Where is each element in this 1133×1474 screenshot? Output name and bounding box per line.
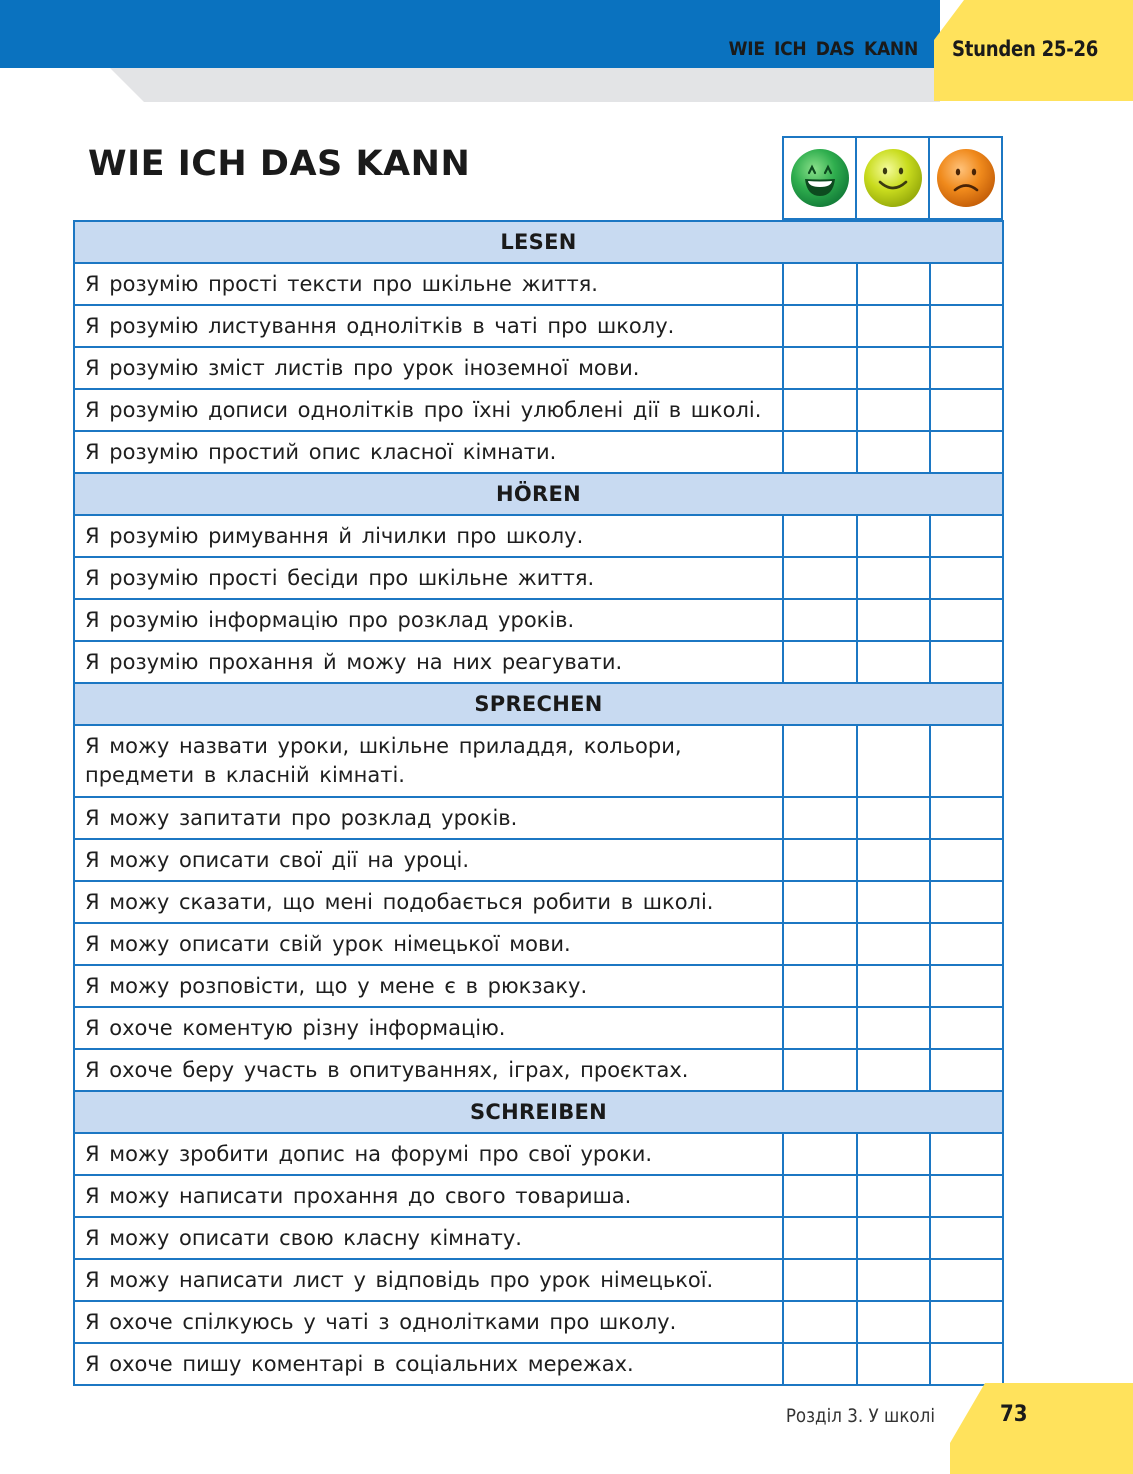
- rating-cell-very-happy[interactable]: [783, 797, 857, 839]
- table-row: [74, 1049, 1003, 1091]
- rating-cell-happy[interactable]: [857, 557, 930, 599]
- rating-cell-sad[interactable]: [930, 1217, 1003, 1259]
- rating-cell-sad[interactable]: [930, 1175, 1003, 1217]
- very-happy-face-icon: [788, 146, 852, 210]
- rating-cell-happy[interactable]: [857, 1217, 930, 1259]
- table-row: [74, 347, 1003, 389]
- rating-cell-happy[interactable]: [857, 1343, 930, 1385]
- rating-cell-very-happy[interactable]: [783, 881, 857, 923]
- rating-cell-sad[interactable]: [930, 641, 1003, 683]
- rating-cell-happy[interactable]: [857, 965, 930, 1007]
- skill-statement: Я розумію прості тексти про шкільне життя.: [74, 263, 783, 305]
- skill-statement: Я розумію дописи однолітків про їхні улюблені дії в школі.: [74, 389, 783, 431]
- rating-cell-sad[interactable]: [930, 1301, 1003, 1343]
- rating-cell-very-happy[interactable]: [783, 557, 857, 599]
- skill-statement: Я можу описати свої дії на уроці.: [74, 839, 783, 881]
- rating-cell-happy[interactable]: [857, 923, 930, 965]
- rating-cell-sad[interactable]: [930, 1343, 1003, 1385]
- table-row: [74, 1343, 1003, 1385]
- section-title: SPRECHEN: [74, 683, 1003, 725]
- skill-statement: Я розумію листування однолітків в чаті про школу.: [74, 305, 783, 347]
- rating-cell-happy[interactable]: [857, 1049, 930, 1091]
- skill-statement: Я розумію прості бесіди про шкільне життя.: [74, 557, 783, 599]
- rating-cell-very-happy[interactable]: [783, 839, 857, 881]
- rating-cell-very-happy[interactable]: [783, 1259, 857, 1301]
- skill-statement: Я розумію прохання й можу на них реагувати.: [74, 641, 783, 683]
- rating-cell-sad[interactable]: [930, 347, 1003, 389]
- rating-cell-happy[interactable]: [857, 881, 930, 923]
- rating-cell-sad[interactable]: [930, 1049, 1003, 1091]
- rating-cell-happy[interactable]: [857, 1133, 930, 1175]
- table-row: [74, 431, 1003, 473]
- rating-cell-very-happy[interactable]: [783, 1217, 857, 1259]
- table-row: [74, 1259, 1003, 1301]
- skill-statement: Я розумію простий опис класної кімнати.: [74, 431, 783, 473]
- rating-cell-sad[interactable]: [930, 1007, 1003, 1049]
- rating-cell-very-happy[interactable]: [783, 305, 857, 347]
- smiling-face-icon: [861, 146, 925, 210]
- skill-statement: Я охоче пишу коментарі в соціальних мережах.: [74, 1343, 783, 1385]
- section-header-lesen: [74, 221, 1003, 263]
- table-row: [74, 1175, 1003, 1217]
- table-row: [74, 599, 1003, 641]
- rating-column-sad: [929, 137, 1002, 219]
- table-row: [74, 557, 1003, 599]
- footer-yellow-tab: [950, 1383, 1133, 1474]
- skill-statement: Я розумію римування й лічилки про школу.: [74, 515, 783, 557]
- skill-statement: Я охоче коментую різну інформацію.: [74, 1007, 783, 1049]
- rating-column-happy: [856, 137, 929, 219]
- skill-statement: Я розумію зміст листів про урок іноземної мови.: [74, 347, 783, 389]
- rating-cell-sad[interactable]: [930, 725, 1003, 797]
- skill-statement: Я можу запитати про розклад уроків.: [74, 797, 783, 839]
- rating-cell-sad[interactable]: [930, 881, 1003, 923]
- skill-statement: Я охоче спілкуюсь у чаті з однолітками про школу.: [74, 1301, 783, 1343]
- table-row: [74, 923, 1003, 965]
- section-header-horen: [74, 473, 1003, 515]
- rating-cell-very-happy[interactable]: [783, 515, 857, 557]
- rating-cell-happy[interactable]: [857, 1259, 930, 1301]
- rating-cell-sad[interactable]: [930, 1133, 1003, 1175]
- page-number: 73: [1000, 1402, 1028, 1427]
- table-row: [74, 1301, 1003, 1343]
- table-row: [74, 515, 1003, 557]
- table-row: [74, 305, 1003, 347]
- table-row: [74, 1133, 1003, 1175]
- skill-statement: Я можу написати лист у відповідь про урок німецької.: [74, 1259, 783, 1301]
- header-stunden: Stunden 25-26: [952, 37, 1099, 61]
- rating-cell-happy[interactable]: [857, 641, 930, 683]
- rating-cell-sad[interactable]: [930, 797, 1003, 839]
- rating-cell-sad[interactable]: [930, 839, 1003, 881]
- rating-cell-very-happy[interactable]: [783, 965, 857, 1007]
- section-title: SCHREIBEN: [74, 1091, 1003, 1133]
- skill-statement: Я можу зробити допис на форумі про свої уроки.: [74, 1133, 783, 1175]
- rating-cell-very-happy[interactable]: [783, 1049, 857, 1091]
- rating-cell-very-happy[interactable]: [783, 1175, 857, 1217]
- rating-cell-happy[interactable]: [857, 305, 930, 347]
- rating-cell-sad[interactable]: [930, 515, 1003, 557]
- rating-cell-sad[interactable]: [930, 965, 1003, 1007]
- footer-chapter: Розділ 3. У школі: [785, 1405, 935, 1427]
- section-header-schreiben: [74, 1091, 1003, 1133]
- rating-cell-happy[interactable]: [857, 797, 930, 839]
- skill-statement: Я можу написати прохання до свого товариша.: [74, 1175, 783, 1217]
- skill-statement: Я можу описати свою класну кімнату.: [74, 1217, 783, 1259]
- skill-statement: Я розумію інформацію про розклад уроків.: [74, 599, 783, 641]
- rating-cell-very-happy[interactable]: [783, 923, 857, 965]
- skill-statement: Я охоче беру участь в опитуваннях, іграх, проєктах.: [74, 1049, 783, 1091]
- rating-cell-sad[interactable]: [930, 305, 1003, 347]
- table-row: [74, 389, 1003, 431]
- rating-cell-very-happy[interactable]: [783, 725, 857, 797]
- table-row: [74, 1007, 1003, 1049]
- table-row: [74, 965, 1003, 1007]
- rating-cell-very-happy[interactable]: [783, 641, 857, 683]
- skill-statement: Я можу розповісти, що у мене є в рюкзаку.: [74, 965, 783, 1007]
- header-shadow-strip: [110, 68, 940, 102]
- rating-header: [782, 136, 1003, 220]
- rating-cell-happy[interactable]: [857, 599, 930, 641]
- rating-cell-very-happy[interactable]: [783, 1301, 857, 1343]
- rating-cell-happy[interactable]: [857, 347, 930, 389]
- sad-face-icon: [934, 146, 998, 210]
- section-title: LESEN: [74, 221, 1003, 263]
- skill-statement: Я можу сказати, що мені подобається робити в школі.: [74, 881, 783, 923]
- rating-cell-sad[interactable]: [930, 1259, 1003, 1301]
- rating-cell-sad[interactable]: [930, 263, 1003, 305]
- rating-cell-happy[interactable]: [857, 1175, 930, 1217]
- section-title: HÖREN: [74, 473, 1003, 515]
- table-row: [74, 1217, 1003, 1259]
- table-row: [74, 797, 1003, 839]
- rating-cell-happy[interactable]: [857, 263, 930, 305]
- table-row: [74, 725, 1003, 797]
- table-row: [74, 641, 1003, 683]
- rating-cell-happy[interactable]: [857, 1301, 930, 1343]
- section-header-sprechen: [74, 683, 1003, 725]
- rating-cell-very-happy[interactable]: [783, 599, 857, 641]
- rating-cell-happy[interactable]: [857, 431, 930, 473]
- table-row: [74, 839, 1003, 881]
- rating-cell-very-happy[interactable]: [783, 431, 857, 473]
- rating-cell-happy[interactable]: [857, 1007, 930, 1049]
- rating-cell-very-happy[interactable]: [783, 1133, 857, 1175]
- rating-cell-very-happy[interactable]: [783, 1343, 857, 1385]
- header-title: WIE ICH DAS KANN: [728, 38, 918, 60]
- rating-cell-sad[interactable]: [930, 431, 1003, 473]
- rating-cell-very-happy[interactable]: [783, 389, 857, 431]
- rating-cell-happy[interactable]: [857, 515, 930, 557]
- rating-cell-sad[interactable]: [930, 557, 1003, 599]
- self-assessment-table: [73, 220, 1004, 1386]
- rating-cell-sad[interactable]: [930, 599, 1003, 641]
- rating-cell-happy[interactable]: [857, 725, 930, 797]
- table-row: [74, 881, 1003, 923]
- rating-cell-sad[interactable]: [930, 389, 1003, 431]
- skill-statement: Я можу назвати уроки, шкільне приладдя, кольори, предмети в класній кімнаті.: [74, 725, 783, 797]
- rating-cell-sad[interactable]: [930, 923, 1003, 965]
- table-row: [74, 263, 1003, 305]
- rating-cell-very-happy[interactable]: [783, 1007, 857, 1049]
- rating-column-very-happy: [783, 137, 856, 219]
- rating-cell-happy[interactable]: [857, 389, 930, 431]
- rating-cell-happy[interactable]: [857, 839, 930, 881]
- page-title: WIE ICH DAS KANN: [88, 144, 471, 184]
- rating-cell-very-happy[interactable]: [783, 263, 857, 305]
- skill-statement: Я можу описати свій урок німецької мови.: [74, 923, 783, 965]
- rating-cell-very-happy[interactable]: [783, 347, 857, 389]
